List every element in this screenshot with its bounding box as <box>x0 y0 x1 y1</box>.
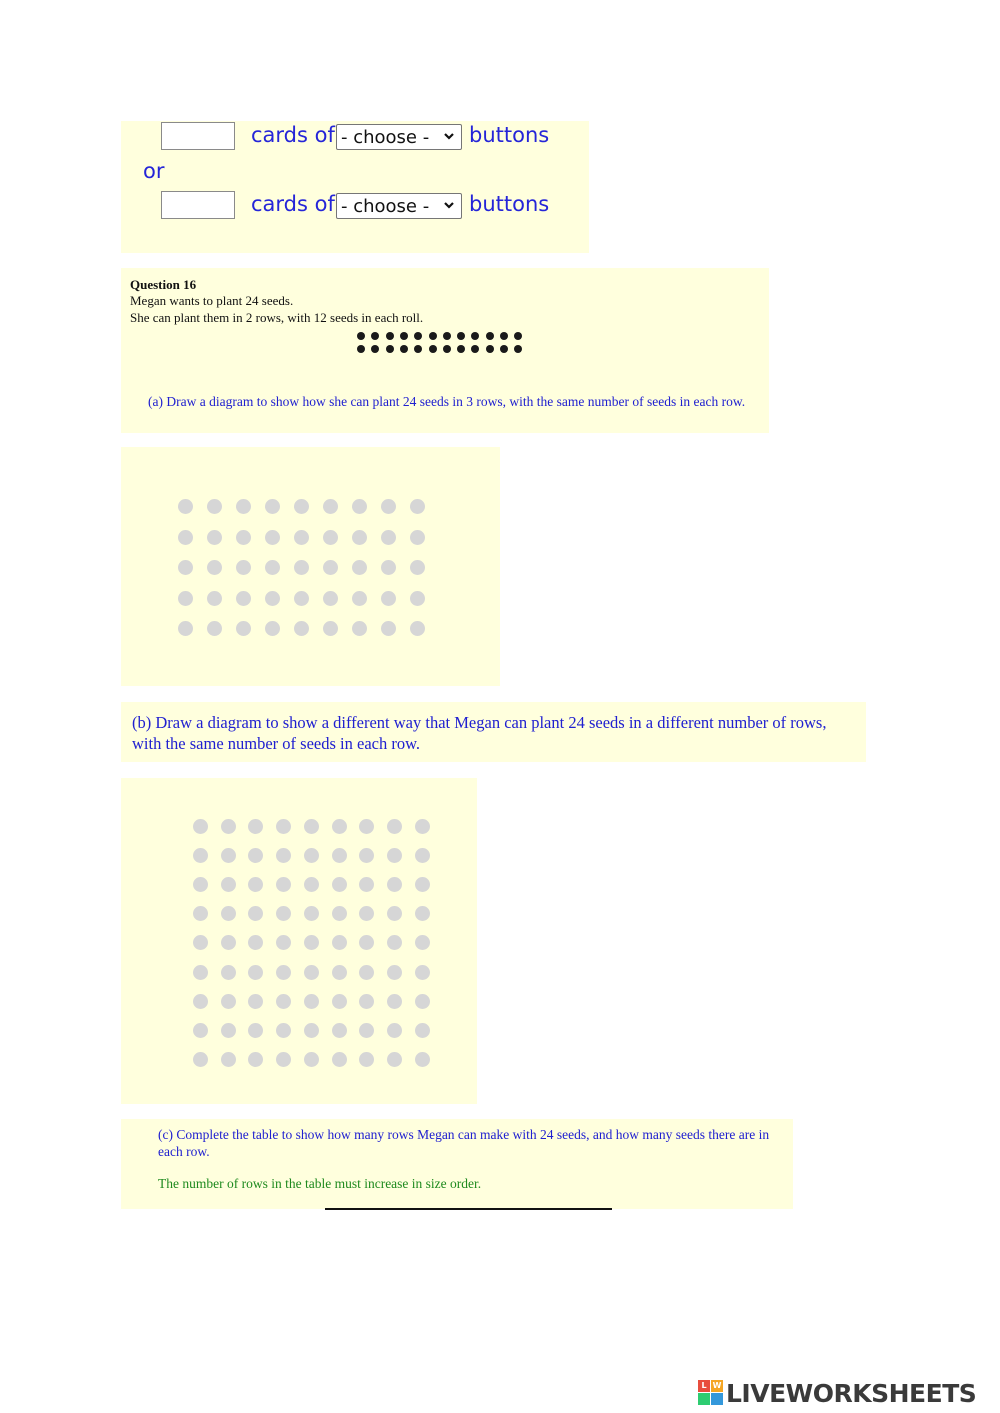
cards-count-input-2[interactable] <box>161 191 235 219</box>
grid-dot[interactable] <box>294 591 309 606</box>
grid-dot[interactable] <box>410 591 425 606</box>
question-line-1: Megan wants to plant 24 seeds. <box>130 293 294 308</box>
cards-of-label-2: cards of <box>251 192 335 216</box>
example-seed-dot <box>414 332 422 340</box>
grid-dot[interactable] <box>415 935 430 950</box>
grid-dot[interactable] <box>387 1052 402 1067</box>
example-seed-dot <box>514 345 522 353</box>
grid-dot[interactable] <box>178 499 193 514</box>
grid-dot[interactable] <box>221 1023 236 1038</box>
logo-mark-square-4 <box>711 1393 723 1405</box>
grid-dot[interactable] <box>304 906 319 921</box>
example-seed-dot <box>429 332 437 340</box>
grid-dot[interactable] <box>323 499 338 514</box>
grid-dot[interactable] <box>178 621 193 636</box>
example-seed-dot <box>400 345 408 353</box>
example-seed-dot <box>429 345 437 353</box>
grid-dot[interactable] <box>415 1023 430 1038</box>
grid-dot[interactable] <box>276 1052 291 1067</box>
grid-dot[interactable] <box>387 906 402 921</box>
drawing-grid-b-panel <box>121 778 477 1104</box>
grid-dot[interactable] <box>178 530 193 545</box>
grid-dot[interactable] <box>304 994 319 1009</box>
select-value-1: - choose - <box>341 126 430 148</box>
grid-dot[interactable] <box>221 1052 236 1067</box>
grid-dot[interactable] <box>304 848 319 863</box>
example-seed-dot <box>471 332 479 340</box>
grid-dot[interactable] <box>304 1052 319 1067</box>
logo-mark-icon <box>698 1380 724 1406</box>
part-c-panel <box>121 1119 793 1209</box>
grid-dot[interactable] <box>304 819 319 834</box>
part-a-instruction: (a) Draw a diagram to show how she can plant 24 seeds in 3 rows, with the same number of seeds in each row. <box>148 394 746 409</box>
grid-dot[interactable] <box>359 994 374 1009</box>
chevron-down-icon <box>443 130 455 142</box>
example-seed-dot <box>471 345 479 353</box>
grid-dot[interactable] <box>332 965 347 980</box>
example-seed-dot <box>371 345 379 353</box>
grid-dot[interactable] <box>304 877 319 892</box>
grid-dot[interactable] <box>248 877 263 892</box>
grid-dot[interactable] <box>304 1023 319 1038</box>
grid-dot[interactable] <box>352 621 367 636</box>
grid-dot[interactable] <box>323 530 338 545</box>
grid-dot[interactable] <box>415 994 430 1009</box>
part-c-note: The number of rows in the table must increase in size order. <box>158 1176 482 1191</box>
grid-dot[interactable] <box>248 906 263 921</box>
grid-dot[interactable] <box>236 591 251 606</box>
grid-dot[interactable] <box>415 965 430 980</box>
grid-dot[interactable] <box>207 530 222 545</box>
example-seed-dot <box>500 345 508 353</box>
grid-dot[interactable] <box>193 965 208 980</box>
logo-mark-letter-1: L <box>698 1380 710 1392</box>
example-seed-dot <box>357 332 365 340</box>
grid-dot[interactable] <box>276 994 291 1009</box>
question-title: Question 16 <box>130 277 197 292</box>
grid-dot[interactable] <box>415 819 430 834</box>
example-seed-dot <box>386 345 394 353</box>
drawing-grid-a-panel <box>121 447 500 686</box>
grid-dot[interactable] <box>359 1023 374 1038</box>
example-seed-dot <box>514 332 522 340</box>
grid-dot[interactable] <box>276 935 291 950</box>
grid-dot[interactable] <box>381 591 396 606</box>
grid-dot[interactable] <box>387 848 402 863</box>
grid-dot[interactable] <box>332 1023 347 1038</box>
example-seed-dot <box>443 332 451 340</box>
grid-dot[interactable] <box>410 560 425 575</box>
grid-dot[interactable] <box>332 1052 347 1067</box>
logo-mark-square-3 <box>698 1393 710 1405</box>
question-line-2: She can plant them in 2 rows, with 12 seeds in each roll. <box>130 310 424 325</box>
part-c-instruction: (c) Complete the table to show how many rows Megan can make with 24 seeds, and how many seeds there are in each row. <box>158 1127 770 1159</box>
buttons-label-1: buttons <box>469 123 550 147</box>
example-seed-dot <box>371 332 379 340</box>
grid-dot[interactable] <box>207 621 222 636</box>
grid-dot[interactable] <box>207 499 222 514</box>
part-b-instruction: (b) Draw a diagram to show a different way that Megan can plant 24 seeds in a different number of rows, with the same number of seeds in each row. <box>132 713 827 753</box>
button-type-select-1[interactable] <box>336 124 462 150</box>
grid-dot[interactable] <box>332 819 347 834</box>
grid-dot[interactable] <box>221 906 236 921</box>
grid-dot[interactable] <box>359 819 374 834</box>
grid-dot[interactable] <box>332 848 347 863</box>
button-type-select-2[interactable] <box>336 193 462 219</box>
grid-dot[interactable] <box>332 994 347 1009</box>
grid-dot[interactable] <box>323 560 338 575</box>
example-seed-dot <box>386 332 394 340</box>
chevron-down-icon <box>443 199 455 211</box>
grid-dot[interactable] <box>415 1052 430 1067</box>
grid-dot[interactable] <box>294 560 309 575</box>
grid-dot[interactable] <box>248 848 263 863</box>
grid-dot[interactable] <box>276 965 291 980</box>
liveworksheets-logo <box>698 1378 976 1408</box>
grid-dot[interactable] <box>265 591 280 606</box>
grid-dot[interactable] <box>178 560 193 575</box>
grid-dot[interactable] <box>248 1023 263 1038</box>
example-seed-dot <box>357 345 365 353</box>
grid-dot[interactable] <box>304 935 319 950</box>
grid-dot[interactable] <box>352 591 367 606</box>
grid-dot[interactable] <box>332 877 347 892</box>
select-value-2: - choose - <box>341 195 430 217</box>
grid-dot[interactable] <box>381 621 396 636</box>
grid-dot[interactable] <box>221 848 236 863</box>
grid-dot[interactable] <box>359 848 374 863</box>
grid-dot[interactable] <box>415 906 430 921</box>
grid-dot[interactable] <box>221 819 236 834</box>
grid-dot[interactable] <box>221 935 236 950</box>
cards-count-input-1[interactable] <box>161 122 235 150</box>
grid-dot[interactable] <box>236 499 251 514</box>
buttons-label-2: buttons <box>469 192 550 216</box>
example-seed-dot <box>400 332 408 340</box>
example-seed-dot <box>500 332 508 340</box>
grid-dot[interactable] <box>236 530 251 545</box>
grid-dot[interactable] <box>387 994 402 1009</box>
or-label: or <box>143 159 165 183</box>
grid-dot[interactable] <box>387 877 402 892</box>
grid-dot[interactable] <box>387 819 402 834</box>
grid-dot[interactable] <box>221 965 236 980</box>
grid-dot[interactable] <box>294 621 309 636</box>
grid-dot[interactable] <box>221 877 236 892</box>
grid-dot[interactable] <box>193 877 208 892</box>
grid-dot[interactable] <box>207 591 222 606</box>
grid-dot[interactable] <box>276 1023 291 1038</box>
grid-dot[interactable] <box>304 965 319 980</box>
grid-dot[interactable] <box>276 819 291 834</box>
grid-dot[interactable] <box>381 530 396 545</box>
grid-dot[interactable] <box>415 877 430 892</box>
grid-dot[interactable] <box>265 621 280 636</box>
grid-dot[interactable] <box>276 877 291 892</box>
grid-dot[interactable] <box>359 935 374 950</box>
grid-dot[interactable] <box>248 965 263 980</box>
grid-dot[interactable] <box>410 621 425 636</box>
example-seed-dot <box>486 345 494 353</box>
grid-dot[interactable] <box>332 906 347 921</box>
question-panel <box>121 268 769 433</box>
grid-dot[interactable] <box>193 819 208 834</box>
grid-dot[interactable] <box>352 499 367 514</box>
grid-dot[interactable] <box>276 848 291 863</box>
grid-dot[interactable] <box>265 499 280 514</box>
example-seed-dot <box>443 345 451 353</box>
grid-dot[interactable] <box>178 591 193 606</box>
grid-dot[interactable] <box>193 848 208 863</box>
cards-of-label-1: cards of <box>251 123 335 147</box>
grid-dot[interactable] <box>410 530 425 545</box>
grid-dot[interactable] <box>193 1023 208 1038</box>
grid-dot[interactable] <box>359 965 374 980</box>
grid-dot[interactable] <box>193 994 208 1009</box>
grid-dot[interactable] <box>387 1023 402 1038</box>
grid-dot[interactable] <box>248 819 263 834</box>
grid-dot[interactable] <box>352 530 367 545</box>
example-seed-dot <box>486 332 494 340</box>
grid-dot[interactable] <box>381 499 396 514</box>
example-seed-dot <box>457 345 465 353</box>
grid-dot[interactable] <box>332 935 347 950</box>
grid-dot[interactable] <box>381 560 396 575</box>
logo-text: LIVEWORKSHEETS <box>726 1378 977 1408</box>
grid-dot[interactable] <box>236 560 251 575</box>
grid-dot[interactable] <box>323 621 338 636</box>
grid-dot[interactable] <box>387 965 402 980</box>
cards-panel <box>121 121 589 253</box>
grid-dot[interactable] <box>248 1052 263 1067</box>
example-seed-dot <box>414 345 422 353</box>
grid-dot[interactable] <box>387 935 402 950</box>
grid-dot[interactable] <box>193 935 208 950</box>
grid-dot[interactable] <box>248 994 263 1009</box>
grid-dot[interactable] <box>193 906 208 921</box>
grid-dot[interactable] <box>276 906 291 921</box>
table-top-border <box>325 1208 612 1210</box>
grid-dot[interactable] <box>323 591 338 606</box>
grid-dot[interactable] <box>415 848 430 863</box>
grid-dot[interactable] <box>410 499 425 514</box>
grid-dot[interactable] <box>359 877 374 892</box>
grid-dot[interactable] <box>352 560 367 575</box>
grid-dot[interactable] <box>359 906 374 921</box>
grid-dot[interactable] <box>294 530 309 545</box>
example-seed-dot <box>457 332 465 340</box>
grid-dot[interactable] <box>265 560 280 575</box>
grid-dot[interactable] <box>207 560 222 575</box>
grid-dot[interactable] <box>294 499 309 514</box>
grid-dot[interactable] <box>359 1052 374 1067</box>
grid-dot[interactable] <box>248 935 263 950</box>
grid-dot[interactable] <box>265 530 280 545</box>
grid-dot[interactable] <box>236 621 251 636</box>
logo-mark-letter-2: W <box>712 1381 722 1390</box>
part-b-panel <box>121 702 866 762</box>
grid-dot[interactable] <box>193 1052 208 1067</box>
grid-dot[interactable] <box>221 994 236 1009</box>
